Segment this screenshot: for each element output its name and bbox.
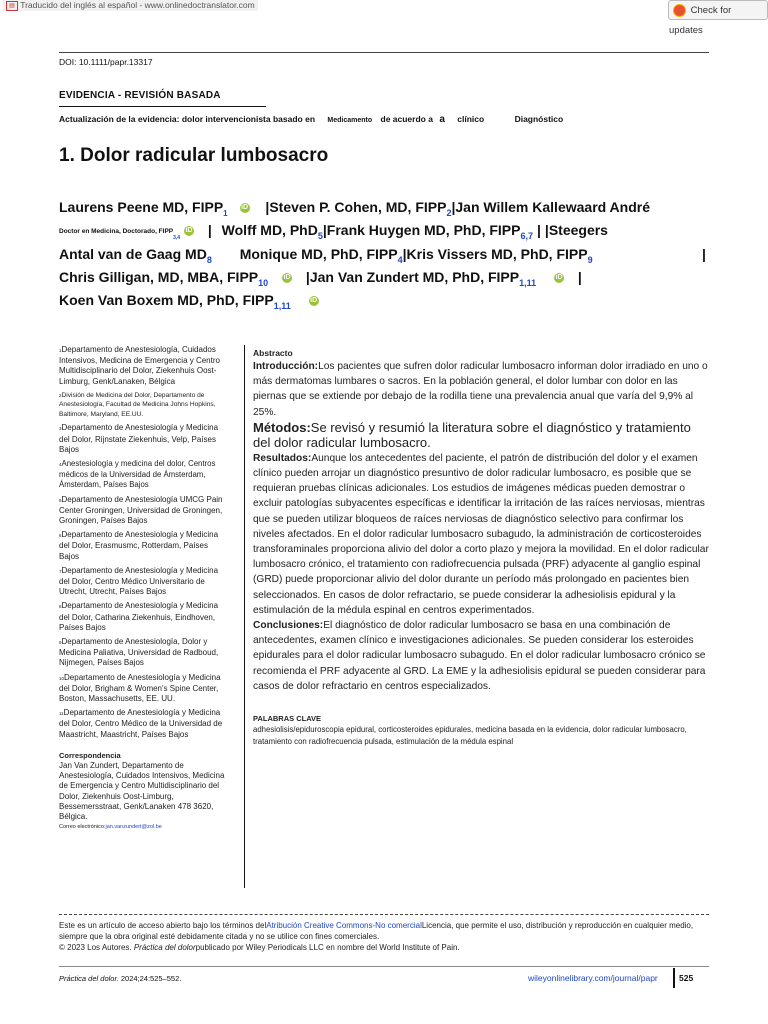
author-steegers: |Steegers	[544, 222, 608, 238]
orcid-icon[interactable]: iD	[283, 274, 291, 282]
affiliation-text: Departamento de Anestesiología, Dolor y Medicina Paliativa, Universidad de Radboud, Nijmegen, Países Bajos	[59, 636, 219, 668]
affiliation-text: Departamento de Anestesiología y Medicina del Dolor, Centro Médico de la Universidad de Maastricht, Maastricht, Países Bajos	[59, 708, 223, 739]
check-updates-button[interactable]	[668, 0, 768, 36]
methods-text: Se revisó y resumió la literatura sobre el diagnóstico y tratamiento del dolor radicular lumbosacro.	[253, 419, 691, 451]
footer-divider	[673, 968, 675, 988]
subtitle	[59, 114, 563, 125]
page-title: 1. Dolor radicular lumbosacro	[59, 145, 329, 166]
update-icon	[673, 4, 686, 17]
affiliations	[59, 345, 229, 832]
author-sup: 3,4	[173, 234, 181, 241]
orcid-icon[interactable]: iD	[185, 227, 193, 235]
correspondence-heading: Correspondencia	[59, 750, 121, 760]
affiliation-item	[59, 345, 229, 387]
author-sup: 9	[587, 254, 593, 265]
abstract-methods	[253, 420, 709, 451]
check-updates-label: Check for updates	[669, 5, 732, 36]
author-monique: Monique MD, PhD, FIPP	[239, 246, 398, 262]
affiliation-item	[59, 673, 229, 705]
methods-label: Métodos:	[253, 419, 311, 435]
affiliation-text: Departamento de Anestesiología y Medicina del Dolor, Erasmusmc, Rotterdam, Países Bajos	[59, 530, 219, 561]
license-separator	[59, 914, 709, 915]
results-text: Aunque los antecedentes del paciente, el patrón de distribución del dolor y el examen clínico pueden arrojar un diagnóstico presuntivo de dolor radicular lumbosacro, es posible que se requieran pruebas clínicas adicionales. Los estudios de imágenes médicas pueden demostrar o excluir patologías subyacentes específicas e identificar la irritación de las raíces nerviosas, mientras que se pueden utilizar bloqueos de raíces nerviosas de diagnóstico selectivo para confirmar los niveles afectados. En el dolor radicular lumbosacro subagudo, la administración de corticosteroides transforaminales proporciona alivio del dolor a corto plazo y mejora la movilidad. En el dolor radicular lumbosacro crónico, el tratamiento con radiofrecuencia pulsada (PRF) adyacente al ganglio espinal (GRD) puede proporcionar alivio del dolor durante un período más prolongado en pacientes bien seleccionados. En casos de dolor refractario, se puede considerar la adhesiolisis epidural y la estimulación de la médula espinal en centros experimentados.	[253, 452, 709, 616]
affiliation-text: Departamento de Anestesiología y Medicina del Dolor, Catharina Ziekenhuis, Eindhoven, Países Bajos	[59, 601, 219, 632]
author-sup: 1	[223, 208, 228, 218]
author-sup: 1,11	[519, 277, 537, 288]
abstract-intro	[253, 359, 709, 420]
author-sup: 1,11	[273, 300, 291, 311]
conclusions-text: El diagnóstico de dolor radicular lumbosacro se basa en una combinación de antecedentes, examen clínico e investigaciones adicionales. Se pueden considerar los esteroides epidurales para el dolor radicular lumbosacro subagudo. En el dolor radicular lumbosacro crónico se recomienda el PRF adyacente al GRD. La EME y la adhesiolisis epidural se pueden considerar para casos de dolor refractario en centros especializados.	[253, 620, 706, 692]
author-vissers: |Kris Vissers MD, PhD, FIPP	[402, 246, 588, 262]
pdf-icon: ▤	[6, 1, 18, 11]
section-rule	[59, 106, 266, 107]
affiliation-number: 11	[59, 711, 64, 717]
correspondence	[59, 751, 229, 833]
affiliation-number: 3	[59, 426, 62, 432]
author-kallewaard: |Jan Willem Kallewaard André	[451, 199, 651, 215]
footer-journal: Práctica del dolor.	[59, 974, 119, 983]
affiliation-number: 7	[59, 568, 62, 574]
subtitle-part3: de acuerdo a	[380, 114, 433, 124]
intro-label: Introducción:	[253, 361, 319, 372]
affiliation-number: 2	[59, 392, 62, 398]
affiliation-text: Departamento de Anestesiología, Cuidados Intensivos, Medicina de Emergencia y Centro Multidisciplinario del Dolor, Ziekenhuis Oost-Limburg, Genk/Lanaken, Bélgica	[59, 345, 220, 386]
affiliation-item	[59, 566, 229, 598]
license-part1: Este es un artículo de acceso abierto bajo los términos del	[59, 921, 267, 930]
author-sup: 2	[446, 207, 452, 218]
affiliation-item	[59, 459, 229, 491]
footer-citation	[59, 974, 181, 983]
email-link[interactable]: jan.vanzundert@zol.be	[105, 824, 162, 831]
author-sup: 4	[397, 254, 403, 265]
license-part2: Licencia, que permite el uso, distribución y reproducción en cualquier medio, siempre que la obra original esté debidamente citada y no se utilice con fines comerciales.	[59, 921, 694, 941]
email-label: Correo electrónico:	[59, 824, 106, 831]
page-number: 525	[679, 973, 694, 983]
author-cohen: |Steven P. Cohen, MD, FIPP	[265, 199, 447, 215]
affiliation-item	[59, 391, 229, 420]
author-separator: |	[207, 222, 212, 238]
copyright-a: © 2023 Los Autores.	[59, 943, 132, 952]
doi[interactable]: DOI: 10.1111/papr.13317	[59, 57, 153, 67]
header-rule	[59, 52, 709, 53]
author-vanboxem: Koen Van Boxem MD, PhD, FIPP	[59, 292, 274, 308]
subtitle-part6: Diagnóstico	[514, 114, 564, 124]
license-link[interactable]: Atribución Creative Commons-No comercial	[266, 921, 422, 930]
footer-rule	[59, 966, 709, 967]
affiliation-item	[59, 495, 229, 527]
translator-text: Traducido del inglés al español - www.onlinedoctranslator.com	[20, 0, 255, 10]
affiliation-item	[59, 530, 229, 562]
copyright-b: publicado por Wiley Periodicals LLC en nombre del World Institute of Pain.	[195, 943, 460, 952]
affiliation-text: Departamento de Anestesiología y Medicina del Dolor, Centro Médico Universitario de Utrecht, Utrecht, Países Bajos	[59, 565, 219, 597]
license	[59, 920, 709, 953]
subtitle-part2: Medicamento	[327, 117, 373, 124]
affiliation-number: 1	[59, 348, 62, 353]
author-peene: Laurens Peene MD, FIPP	[59, 199, 224, 215]
keywords-text: adhesiolisis/epiduroscopia epidural, corticosteroides epidurales, medicina basada en la evidencia, dolor radicular lumbosacro, tratamiento con radiofrecuencia pulsada, estimulación de la médula espinal	[253, 725, 687, 747]
footer-volume: 2024;24:525–552.	[118, 974, 182, 983]
author-separator: |	[577, 269, 582, 285]
author-separator: |	[702, 246, 706, 262]
author-sup: 10	[258, 277, 269, 288]
affiliation-text: Departamento de Anestesiología UMCG Pain Center Groningen, Universidad de Groningen, Groningen, Países Bajos	[59, 494, 223, 525]
orcid-icon[interactable]: iD	[310, 297, 318, 305]
footer-url[interactable]: wileyonlinelibrary.com/journal/papr	[528, 973, 658, 983]
subtitle-part5: clínico	[457, 114, 485, 124]
copyright-journal: Práctica del dolor	[133, 943, 196, 952]
authors-line-1	[59, 199, 650, 218]
affiliation-number: 10	[59, 675, 65, 681]
abstract-conclusions	[253, 618, 709, 694]
affiliation-text: Departamento de Anestesiología y Medicina del Dolor, Rijnstate Ziekenhuis, Velp, Países Bajos	[59, 423, 219, 454]
orcid-icon[interactable]: iD	[241, 204, 249, 212]
author-gilligan: Chris Gilligan, MD, MBA, FIPP	[59, 269, 259, 285]
author-wolff: Wolff MD, PhD	[221, 222, 318, 238]
author-vandegaag: Antal van de Gaag MD	[59, 246, 207, 262]
authors-line-3	[59, 246, 593, 265]
affiliation-text: División de Medicina del Dolor, Departamento de Anestesiología, Facultad de Medicina Johns Hopkins, Baltimore, Maryland, EE.UU.	[59, 391, 216, 418]
author-vanzundert: |Jan Van Zundert MD, PhD, FIPP	[305, 269, 520, 285]
author-sup: 6,7	[520, 230, 533, 241]
abstract-results	[253, 451, 709, 618]
subtitle-part1: Actualización de la evidencia: dolor intervencionista basado en	[59, 114, 316, 124]
affiliation-number: 4	[59, 461, 62, 467]
abstract-heading: Abstracto	[253, 348, 293, 358]
affiliation-list	[59, 345, 229, 740]
authors-line-2	[59, 222, 608, 241]
correspondence-body: Jan Van Zundert, Departamento de Anestesiología, Cuidados Intensivos, Medicina de Emergencia y Centro Multidisciplinario del Dolor, Ziekenhuis Oost-Limburg, Bessemersstraat, Genk/Lanaken 478 3620, Bélgica.	[59, 761, 225, 822]
affiliation-number: 6	[59, 533, 62, 539]
author-sup: 8	[206, 254, 212, 265]
author-sup: 5	[317, 230, 323, 241]
intro-text: Los pacientes que sufren dolor radicular lumbosacro informan dolor irradiado en uno o más dermatomas lumbares o sacros. En la población general, el dolor lumbar con dolor en las piernas que se extiende por debajo de la rodilla tiene una prevalencia anual que varía del 9,9% al 25%.	[253, 361, 708, 418]
correspondence-email-line	[59, 822, 229, 832]
abstract	[253, 347, 709, 748]
affiliation-number: 9	[59, 639, 62, 645]
orcid-icon[interactable]: iD	[555, 274, 563, 282]
affiliation-number: 8	[59, 604, 62, 610]
authors-line-4	[59, 269, 582, 288]
section-label: EVIDENCIA - REVISIÓN BASADA	[59, 90, 221, 101]
affiliation-text: Anestesiología y medicina del dolor, Centros médicos de la Universidad de Ámsterdam, Ámsterdam, Países Bajos	[59, 458, 216, 490]
column-divider	[244, 345, 245, 888]
subtitle-part4: a	[439, 114, 445, 125]
author-huygen: |Frank Huygen MD, PhD, FIPP	[322, 222, 521, 238]
conclusions-label: Conclusiones:	[253, 620, 324, 632]
translator-banner[interactable]	[3, 0, 258, 11]
affiliation-text: Departamento de Anestesiología y Medicina del Dolor, Brigham & Women's Spine Center, Boston, Massachusetts, EE. UU.	[59, 672, 221, 703]
authors-line-5	[59, 292, 319, 311]
results-label: Resultados:	[253, 452, 312, 464]
affiliation-item	[59, 708, 229, 740]
affiliation-item	[59, 423, 229, 455]
affiliation-item	[59, 637, 229, 669]
author-degree-small: Doctor en Medicina, Doctorado, FIPP	[59, 227, 174, 235]
affiliation-item	[59, 601, 229, 633]
author-separator: |	[536, 222, 541, 238]
affiliation-number: 5	[59, 497, 62, 503]
keywords-heading: PALABRAS CLAVE	[253, 714, 322, 724]
